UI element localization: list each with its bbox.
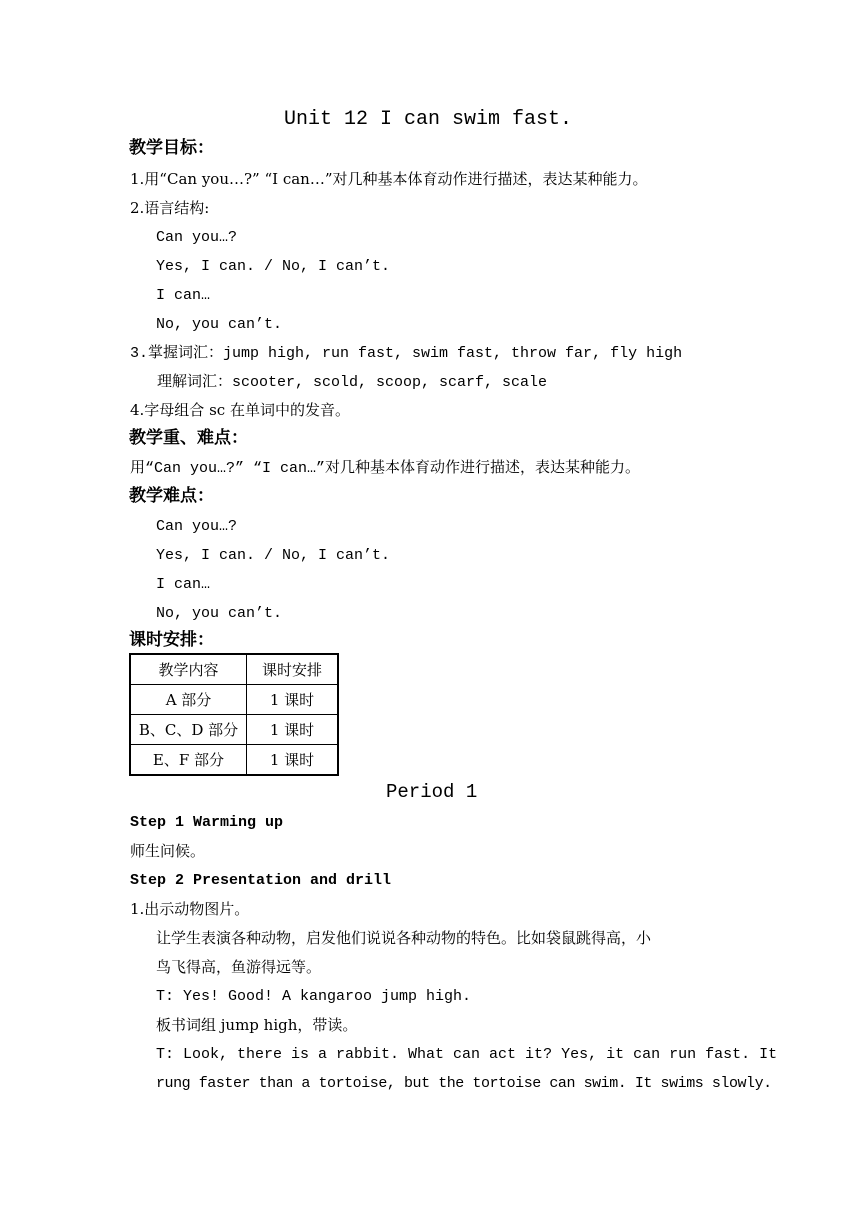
step2-heading: Step 2 Presentation and drill [130, 872, 392, 889]
board-note: 板书词组 jump high，带读。 [156, 1016, 358, 1034]
table-header-row [130, 654, 338, 685]
table-row [130, 745, 338, 776]
difficulties-heading: 教学难点： [129, 486, 214, 506]
table-header-cell: 教学内容 [130, 654, 247, 685]
table-cell: 1 课时 [247, 685, 339, 715]
difficulty-line: I can… [156, 576, 211, 593]
objectives-heading: 教学目标： [129, 138, 214, 158]
table-row [130, 715, 338, 745]
table-cell: A 部分 [130, 685, 247, 715]
key-points-text: 用“Can you…?” “I can…”对几种基本体育动作进行描述，表达某种能力。 [130, 460, 641, 477]
table-cell: B、C、D 部分 [130, 715, 247, 745]
schedule-heading: 课时安排： [129, 630, 214, 650]
difficulty-line: Yes, I can. / No, I can’t. [156, 547, 391, 564]
step2-item1: 1.出示动物图片。 [130, 900, 250, 918]
structure-line: Can you…? [156, 229, 238, 246]
paragraph-line: 鸟飞得高，鱼游得远等。 [156, 958, 322, 976]
document-title: Unit 12 I can swim fast. [284, 108, 573, 131]
key-points-heading: 教学重、难点： [129, 428, 248, 448]
structure-line: No, you can’t. [156, 316, 283, 333]
difficulty-line: Can you…? [156, 518, 238, 535]
step1-heading: Step 1 Warming up [130, 814, 284, 831]
table-cell: 1 课时 [247, 745, 339, 776]
table-cell: E、F 部分 [130, 745, 247, 776]
objective-4: 4.字母组合 sc 在单词中的发音。 [130, 401, 350, 419]
structure-line: I can… [156, 287, 211, 304]
structure-line: Yes, I can. / No, I can’t. [156, 258, 391, 275]
objective-1: 1.用“Can you…?” “I can…”对几种基本体育动作进行描述，表达某种能力。 [130, 170, 648, 188]
objective-3: 3.掌握词汇：jump high, run fast, swim fast, throw far, fly high [130, 345, 683, 362]
table-cell: 1 课时 [247, 715, 339, 745]
step1-text: 师生问候。 [130, 842, 206, 860]
objective-3-sub: 理解词汇：scooter, scold, scoop, scarf, scale [157, 374, 548, 391]
period-title: Period 1 [386, 781, 478, 803]
dialog-line: T: Yes! Good! A kangaroo jump high. [156, 988, 472, 1005]
table-row [130, 685, 338, 715]
table-header-cell: 课时安排 [247, 654, 339, 685]
schedule-table [129, 653, 339, 776]
objective-2: 2.语言结构: [130, 199, 210, 217]
paragraph-line: 让学生表演各种动物，启发他们说说各种动物的特色。比如袋鼠跳得高，小 [156, 929, 652, 947]
dialog-line: rung faster than a tortoise, but the tortoise can swim. It swims slowly. [156, 1075, 772, 1092]
dialog-line: T: Look, there is a rabbit. What can act it? Yes, it can run fast. It [156, 1046, 778, 1063]
difficulty-line: No, you can’t. [156, 605, 283, 622]
